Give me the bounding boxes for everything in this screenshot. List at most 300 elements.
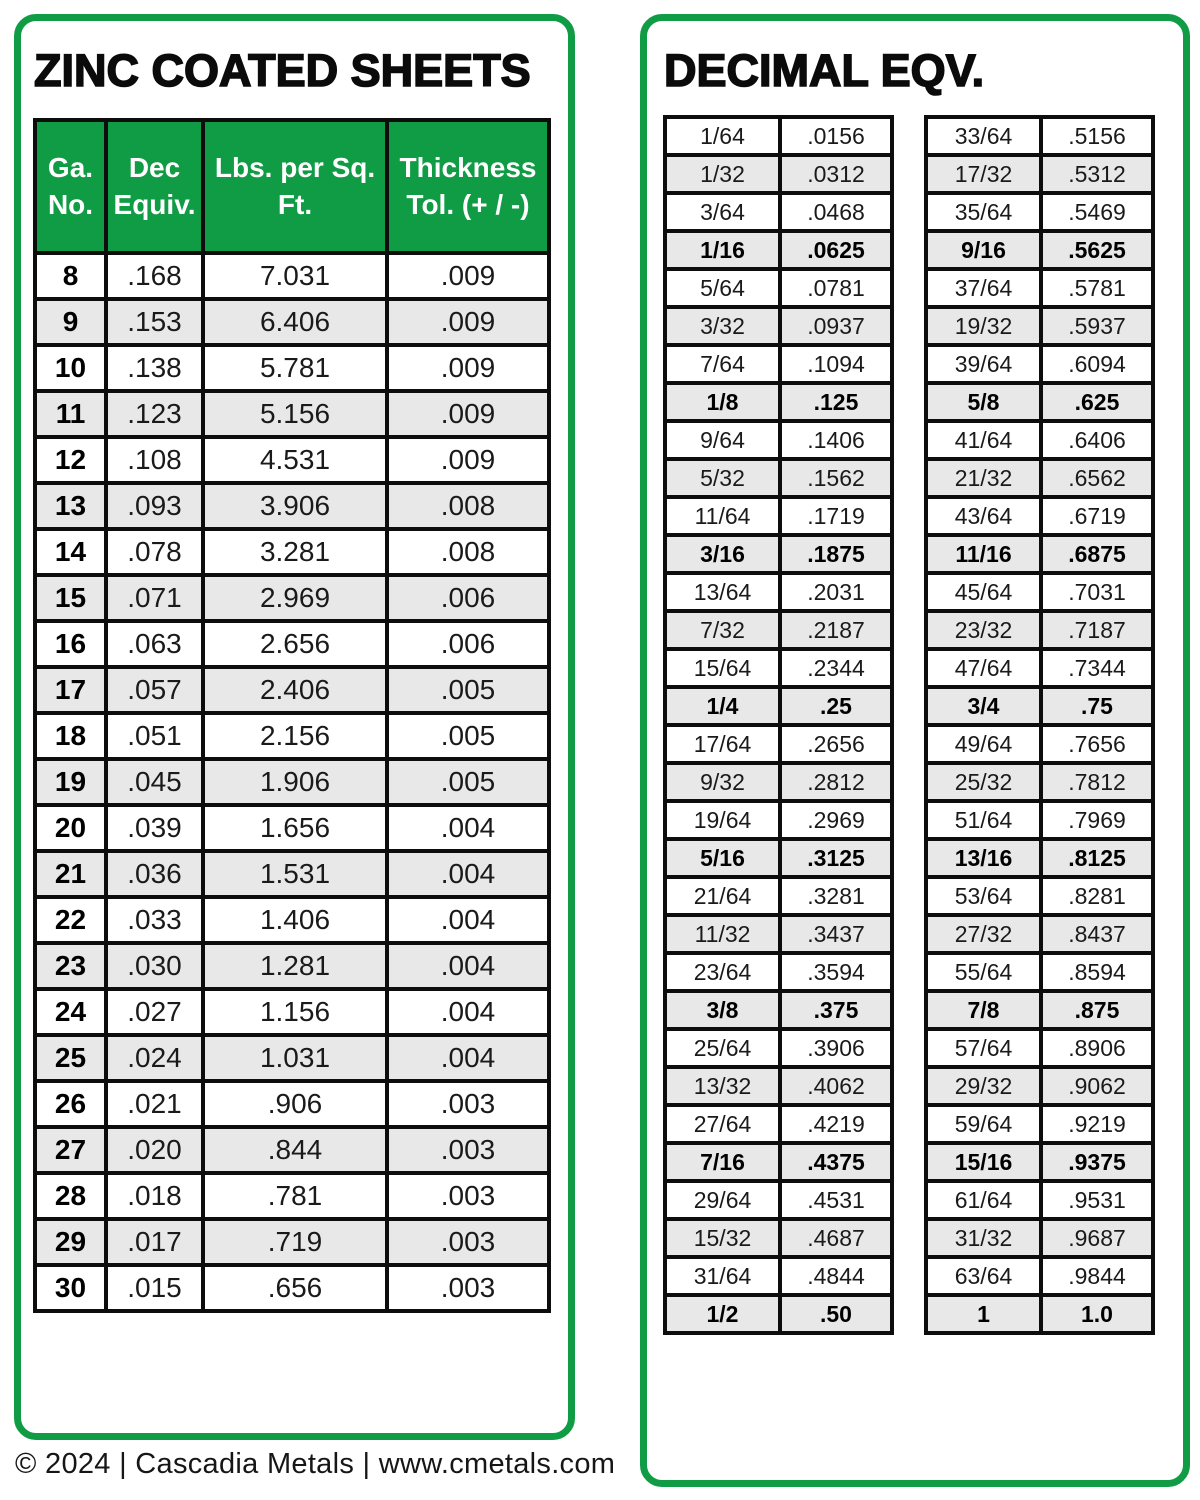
fraction-cell: 1/8 [665,383,780,421]
zinc-gauge-cell: 23 [35,943,106,989]
fraction-cell: 9/32 [665,763,780,801]
zinc-value-cell: .006 [387,621,549,667]
decimal-cell: .0937 [780,307,892,345]
fraction-cell: 55/64 [926,953,1041,991]
zinc-value-cell: .153 [106,299,203,345]
decimal-table-row [926,231,1153,269]
decimal-cell: .1719 [780,497,892,535]
zinc-value-cell: .009 [387,437,549,483]
decimal-cell: .8906 [1041,1029,1153,1067]
zinc-value-cell: .057 [106,667,203,713]
fraction-cell: 13/32 [665,1067,780,1105]
zinc-value-cell: .005 [387,667,549,713]
zinc-value-cell: 5.781 [203,345,387,391]
decimal-table-row [665,459,892,497]
decimal-table-row [665,953,892,991]
zinc-table-row [35,1219,549,1265]
zinc-value-cell: 3.906 [203,483,387,529]
decimal-cell: .5625 [1041,231,1153,269]
fraction-cell: 1/4 [665,687,780,725]
fraction-cell: 59/64 [926,1105,1041,1143]
fraction-cell: 35/64 [926,193,1041,231]
decimal-cell: .375 [780,991,892,1029]
decimal-cell: .0156 [780,117,892,155]
zinc-value-cell: .051 [106,713,203,759]
fraction-cell: 31/32 [926,1219,1041,1257]
decimal-cell: .9844 [1041,1257,1153,1295]
zinc-table-row [35,805,549,851]
fraction-cell: 21/64 [665,877,780,915]
zinc-table-row [35,621,549,667]
zinc-gauge-table [33,118,551,1313]
decimal-table-row [926,1029,1153,1067]
decimal-cell: .875 [1041,991,1153,1029]
zinc-value-cell: 1.906 [203,759,387,805]
fraction-cell: 5/64 [665,269,780,307]
fraction-cell: 15/64 [665,649,780,687]
zinc-gauge-cell: 12 [35,437,106,483]
fraction-cell: 57/64 [926,1029,1041,1067]
decimal-cell: .1406 [780,421,892,459]
zinc-value-cell: .015 [106,1265,203,1311]
decimal-table-row [665,915,892,953]
zinc-value-cell: .027 [106,989,203,1035]
zinc-value-cell: .063 [106,621,203,667]
decimal-table-row [665,763,892,801]
decimal-cell: .7344 [1041,649,1153,687]
zinc-value-cell: .003 [387,1127,549,1173]
zinc-value-cell: .844 [203,1127,387,1173]
decimal-table-row [665,535,892,573]
decimal-table-row [926,573,1153,611]
decimal-cell: .1094 [780,345,892,383]
decimal-cell: .5937 [1041,307,1153,345]
zinc-table-row [35,759,549,805]
decimal-table-row [665,725,892,763]
fraction-cell: 7/32 [665,611,780,649]
decimal-cell: .0625 [780,231,892,269]
decimal-eqv-panel [640,14,1190,1487]
fraction-cell: 7/8 [926,991,1041,1029]
zinc-value-cell: .005 [387,713,549,759]
decimal-table-row [926,1181,1153,1219]
fraction-cell: 27/64 [665,1105,780,1143]
decimal-table-row [665,649,892,687]
decimal-table-row [665,497,892,535]
zinc-value-cell: .030 [106,943,203,989]
zinc-value-cell: 2.656 [203,621,387,667]
decimal-cell: .50 [780,1295,892,1333]
zinc-gauge-cell: 28 [35,1173,106,1219]
fraction-cell: 19/32 [926,307,1041,345]
decimal-cell: .1875 [780,535,892,573]
zinc-value-cell: .123 [106,391,203,437]
decimal-cell: .2187 [780,611,892,649]
zinc-value-cell: .036 [106,851,203,897]
zinc-value-cell: .004 [387,1035,549,1081]
zinc-value-cell: 7.031 [203,253,387,299]
decimal-cell: .4531 [780,1181,892,1219]
fraction-cell: 37/64 [926,269,1041,307]
decimal-cell: .125 [780,383,892,421]
decimal-table-row [926,763,1153,801]
zinc-value-cell: .781 [203,1173,387,1219]
decimal-table-row [926,345,1153,383]
zinc-value-cell: .004 [387,897,549,943]
decimal-cell: .8125 [1041,839,1153,877]
decimal-table-row [926,953,1153,991]
decimal-table-row [926,725,1153,763]
zinc-value-cell: 2.969 [203,575,387,621]
zinc-table-row [35,713,549,759]
decimal-table-row [926,687,1153,725]
decimal-cell: .625 [1041,383,1153,421]
decimal-table-row [926,915,1153,953]
zinc-gauge-cell: 17 [35,667,106,713]
decimal-table-left [663,115,894,1335]
decimal-cell: .5469 [1041,193,1153,231]
decimal-table-row [665,345,892,383]
decimal-cell: .2812 [780,763,892,801]
zinc-value-cell: 5.156 [203,391,387,437]
decimal-cell: .3594 [780,953,892,991]
decimal-table-row [926,1067,1153,1105]
fraction-cell: 7/16 [665,1143,780,1181]
decimal-cell: .8281 [1041,877,1153,915]
zinc-value-cell: .045 [106,759,203,805]
zinc-value-cell: 1.656 [203,805,387,851]
decimal-cell: .0312 [780,155,892,193]
fraction-cell: 29/32 [926,1067,1041,1105]
zinc-value-cell: .003 [387,1081,549,1127]
zinc-value-cell: .108 [106,437,203,483]
fraction-cell: 25/64 [665,1029,780,1067]
zinc-value-cell: .719 [203,1219,387,1265]
fraction-cell: 45/64 [926,573,1041,611]
fraction-cell: 17/32 [926,155,1041,193]
zinc-value-cell: .003 [387,1265,549,1311]
fraction-cell: 29/64 [665,1181,780,1219]
zinc-gauge-cell: 26 [35,1081,106,1127]
decimal-table-row [665,801,892,839]
fraction-cell: 13/16 [926,839,1041,877]
zinc-value-cell: .020 [106,1127,203,1173]
zinc-value-cell: .004 [387,989,549,1035]
decimal-table-row [665,193,892,231]
zinc-table-row [35,575,549,621]
decimal-table-row [665,877,892,915]
decimal-cell: .8594 [1041,953,1153,991]
decimal-table-row [665,155,892,193]
zinc-table-row [35,1173,549,1219]
zinc-table-row [35,483,549,529]
zinc-table-row [35,1081,549,1127]
decimal-cell: .2344 [780,649,892,687]
zinc-value-cell: 1.531 [203,851,387,897]
zinc-table-row [35,667,549,713]
decimal-table-row [665,1029,892,1067]
zinc-gauge-cell: 27 [35,1127,106,1173]
decimal-table-row [926,991,1153,1029]
fraction-cell: 1/32 [665,155,780,193]
decimal-cell: .3906 [780,1029,892,1067]
zinc-value-cell: 2.156 [203,713,387,759]
zinc-table-row [35,345,549,391]
decimal-cell: .9375 [1041,1143,1153,1181]
decimal-table-row [665,231,892,269]
decimal-cell: .7969 [1041,801,1153,839]
decimal-cell: .5156 [1041,117,1153,155]
zinc-value-cell: .009 [387,345,549,391]
decimal-table-row [665,307,892,345]
decimal-cell: .6406 [1041,421,1153,459]
zinc-value-cell: .005 [387,759,549,805]
zinc-value-cell: 1.406 [203,897,387,943]
decimal-table-row [665,1067,892,1105]
zinc-table-row [35,1265,549,1311]
fraction-cell: 43/64 [926,497,1041,535]
zinc-gauge-cell: 20 [35,805,106,851]
zinc-value-cell: .093 [106,483,203,529]
fraction-cell: 1 [926,1295,1041,1333]
fraction-cell: 33/64 [926,117,1041,155]
zinc-value-cell: .009 [387,391,549,437]
decimal-cell: .4844 [780,1257,892,1295]
fraction-cell: 27/32 [926,915,1041,953]
decimal-cell: .7812 [1041,763,1153,801]
decimal-cell: .9531 [1041,1181,1153,1219]
fraction-cell: 41/64 [926,421,1041,459]
fraction-cell: 19/64 [665,801,780,839]
fraction-cell: 11/16 [926,535,1041,573]
decimal-cell: .1562 [780,459,892,497]
decimal-cell: .2656 [780,725,892,763]
fraction-cell: 11/32 [665,915,780,953]
decimal-table-row [926,421,1153,459]
zinc-value-cell: .004 [387,943,549,989]
fraction-cell: 15/16 [926,1143,1041,1181]
decimal-tables-wrap [663,115,1155,1335]
zinc-table-row [35,897,549,943]
fraction-cell: 1/2 [665,1295,780,1333]
zinc-gauge-cell: 9 [35,299,106,345]
fraction-cell: 23/32 [926,611,1041,649]
fraction-cell: 61/64 [926,1181,1041,1219]
zinc-value-cell: .008 [387,483,549,529]
decimal-table-row [926,839,1153,877]
fraction-cell: 13/64 [665,573,780,611]
decimal-table-row [926,877,1153,915]
zinc-column-header: Lbs. per Sq. Ft. [203,120,387,253]
zinc-value-cell: .138 [106,345,203,391]
zinc-value-cell: .906 [203,1081,387,1127]
decimal-cell: .5781 [1041,269,1153,307]
fraction-cell: 5/32 [665,459,780,497]
fraction-cell: 23/64 [665,953,780,991]
zinc-value-cell: .021 [106,1081,203,1127]
zinc-value-cell: .009 [387,253,549,299]
decimal-table-row [926,1143,1153,1181]
decimal-table-row [926,269,1153,307]
decimal-cell: .6719 [1041,497,1153,535]
decimal-table-row [665,611,892,649]
fraction-cell: 17/64 [665,725,780,763]
decimal-cell: .6094 [1041,345,1153,383]
zinc-value-cell: .078 [106,529,203,575]
zinc-table-row [35,1035,549,1081]
decimal-cell: .6562 [1041,459,1153,497]
decimal-table-row [665,1257,892,1295]
zinc-value-cell: 1.281 [203,943,387,989]
zinc-panel-title: ZINC COATED SHEETS [34,45,531,96]
fraction-cell: 21/32 [926,459,1041,497]
decimal-table-row [926,801,1153,839]
decimal-table-row [665,383,892,421]
zinc-gauge-cell: 19 [35,759,106,805]
fraction-cell: 1/64 [665,117,780,155]
fraction-cell: 25/32 [926,763,1041,801]
decimal-cell: .7031 [1041,573,1153,611]
fraction-cell: 3/32 [665,307,780,345]
decimal-panel-title: DECIMAL EQV. [664,45,985,96]
decimal-cell: .7656 [1041,725,1153,763]
decimal-cell: .6875 [1041,535,1153,573]
zinc-value-cell: .039 [106,805,203,851]
zinc-value-cell: .018 [106,1173,203,1219]
decimal-table-row [926,383,1153,421]
zinc-value-cell: .168 [106,253,203,299]
zinc-table-row [35,253,549,299]
fraction-cell: 15/32 [665,1219,780,1257]
fraction-cell: 51/64 [926,801,1041,839]
decimal-cell: .25 [780,687,892,725]
decimal-table-row [665,991,892,1029]
zinc-value-cell: .071 [106,575,203,621]
zinc-value-cell: .006 [387,575,549,621]
zinc-value-cell: .656 [203,1265,387,1311]
zinc-gauge-cell: 24 [35,989,106,1035]
fraction-cell: 31/64 [665,1257,780,1295]
zinc-value-cell: .009 [387,299,549,345]
decimal-table-row [926,1257,1153,1295]
decimal-table-row [665,269,892,307]
fraction-cell: 11/64 [665,497,780,535]
fraction-cell: 53/64 [926,877,1041,915]
zinc-value-cell: .017 [106,1219,203,1265]
zinc-gauge-cell: 13 [35,483,106,529]
fraction-cell: 49/64 [926,725,1041,763]
decimal-table-row [926,1219,1153,1257]
decimal-table-row [665,421,892,459]
decimal-cell: .3281 [780,877,892,915]
decimal-cell: .9687 [1041,1219,1153,1257]
zinc-value-cell: .003 [387,1219,549,1265]
zinc-gauge-cell: 30 [35,1265,106,1311]
zinc-table-row [35,529,549,575]
zinc-value-cell: 1.156 [203,989,387,1035]
zinc-gauge-cell: 10 [35,345,106,391]
zinc-gauge-cell: 11 [35,391,106,437]
decimal-cell: .2031 [780,573,892,611]
decimal-table-row [665,839,892,877]
fraction-cell: 3/4 [926,687,1041,725]
zinc-table-header-row [35,120,549,253]
decimal-table-row [665,1143,892,1181]
zinc-table-row [35,851,549,897]
decimal-table-row [665,1181,892,1219]
decimal-cell: .9219 [1041,1105,1153,1143]
fraction-cell: 9/64 [665,421,780,459]
zinc-table-row [35,989,549,1035]
copyright-footer: © 2024 | Cascadia Metals | www.cmetals.com [15,1448,616,1480]
zinc-column-header: Ga. No. [35,120,106,253]
decimal-table-row [926,307,1153,345]
decimal-table-row [926,535,1153,573]
zinc-gauge-cell: 29 [35,1219,106,1265]
fraction-cell: 9/16 [926,231,1041,269]
zinc-gauge-cell: 8 [35,253,106,299]
decimal-table-row [926,497,1153,535]
decimal-cell: .5312 [1041,155,1153,193]
fraction-cell: 5/8 [926,383,1041,421]
decimal-table-row [926,155,1153,193]
decimal-table-row [926,611,1153,649]
decimal-table-row [926,459,1153,497]
zinc-gauge-cell: 18 [35,713,106,759]
zinc-value-cell: 4.531 [203,437,387,483]
decimal-cell: .8437 [1041,915,1153,953]
decimal-cell: .9062 [1041,1067,1153,1105]
fraction-cell: 3/16 [665,535,780,573]
decimal-table-row [926,117,1153,155]
decimal-cell: .7187 [1041,611,1153,649]
zinc-value-cell: 6.406 [203,299,387,345]
zinc-table-row [35,1127,549,1173]
decimal-table-row [665,1105,892,1143]
zinc-value-cell: 3.281 [203,529,387,575]
decimal-table-row [926,1295,1153,1333]
decimal-table-row [665,1219,892,1257]
zinc-value-cell: .008 [387,529,549,575]
decimal-cell: .2969 [780,801,892,839]
fraction-cell: 39/64 [926,345,1041,383]
decimal-table-row [926,1105,1153,1143]
zinc-gauge-cell: 21 [35,851,106,897]
zinc-gauge-cell: 16 [35,621,106,667]
fraction-cell: 3/8 [665,991,780,1029]
zinc-table-row [35,437,549,483]
decimal-table-right [924,115,1155,1335]
decimal-cell: .3437 [780,915,892,953]
zinc-gauge-cell: 15 [35,575,106,621]
zinc-column-header: Thickness Tol. (+ / -) [387,120,549,253]
zinc-gauge-cell: 22 [35,897,106,943]
zinc-value-cell: .033 [106,897,203,943]
fraction-cell: 3/64 [665,193,780,231]
fraction-cell: 1/16 [665,231,780,269]
fraction-cell: 47/64 [926,649,1041,687]
decimal-cell: .0781 [780,269,892,307]
decimal-table-row [926,649,1153,687]
decimal-cell: 1.0 [1041,1295,1153,1333]
zinc-table-row [35,391,549,437]
decimal-cell: .4375 [780,1143,892,1181]
decimal-cell: .3125 [780,839,892,877]
zinc-gauge-cell: 25 [35,1035,106,1081]
fraction-cell: 63/64 [926,1257,1041,1295]
zinc-column-header: Dec Equiv. [106,120,203,253]
decimal-cell: .4062 [780,1067,892,1105]
